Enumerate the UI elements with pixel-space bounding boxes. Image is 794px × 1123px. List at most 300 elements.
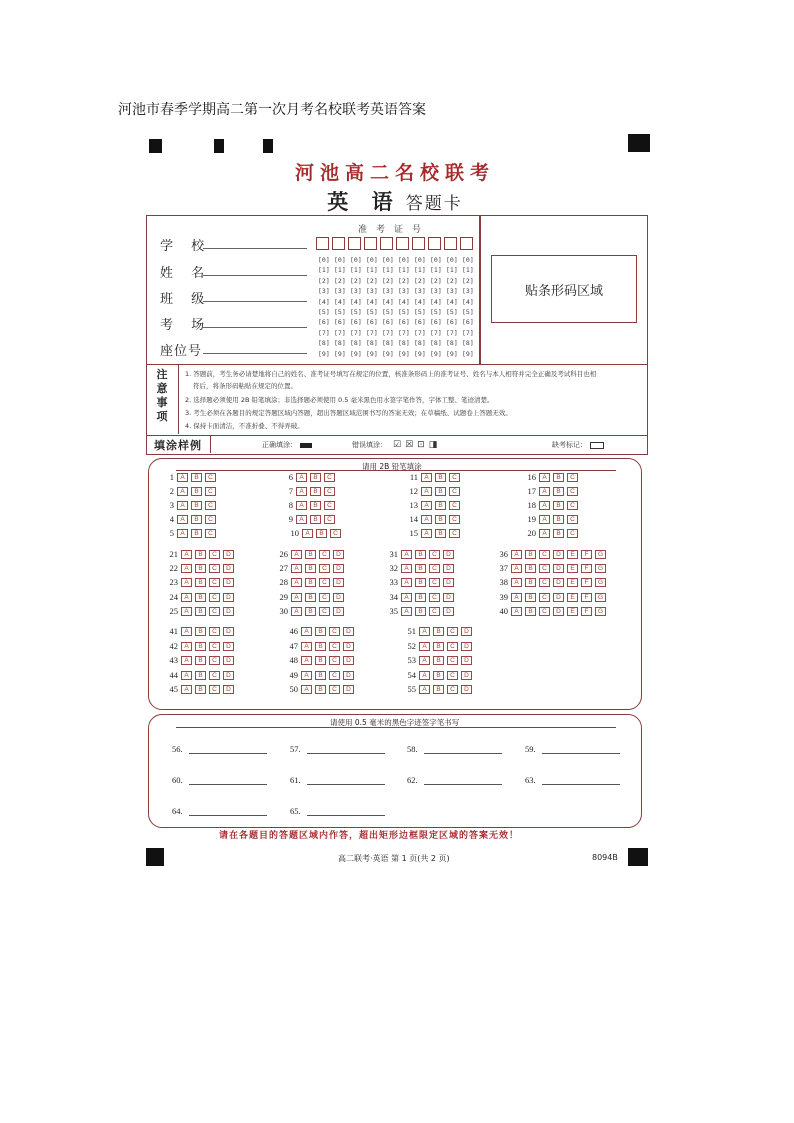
option-bubble-d[interactable]: D bbox=[343, 627, 354, 636]
digit-bubble[interactable]: [2] bbox=[350, 276, 362, 285]
option-bubble-b[interactable]: B bbox=[315, 656, 326, 665]
digit-bubble[interactable]: [7] bbox=[382, 328, 394, 337]
digit-bubble[interactable]: [9] bbox=[446, 349, 458, 358]
option-bubble-b[interactable]: B bbox=[433, 656, 444, 665]
option-bubble-c[interactable]: C bbox=[329, 642, 340, 651]
digit-bubble[interactable]: [3] bbox=[318, 287, 330, 296]
option-bubble-a[interactable]: A bbox=[181, 550, 192, 559]
digit-bubble[interactable]: [0] bbox=[462, 256, 474, 264]
option-bubble-d[interactable]: D bbox=[443, 564, 454, 573]
option-bubble-b[interactable]: B bbox=[195, 671, 206, 680]
digit-bubble[interactable]: [0] bbox=[430, 256, 442, 264]
option-bubble-a[interactable]: A bbox=[296, 515, 307, 524]
written-answer-58[interactable] bbox=[407, 744, 502, 754]
option-bubble-d[interactable]: D bbox=[223, 607, 234, 616]
digit-bubble[interactable]: [6] bbox=[318, 318, 330, 327]
digit-bubble[interactable]: [4] bbox=[462, 297, 474, 306]
option-bubble-b[interactable]: B bbox=[525, 607, 536, 616]
option-bubble-d[interactable]: D bbox=[333, 593, 344, 602]
written-answer-61[interactable] bbox=[290, 775, 385, 785]
option-bubble-a[interactable]: A bbox=[419, 627, 430, 636]
option-bubble-a[interactable]: A bbox=[511, 593, 522, 602]
option-bubble-a[interactable]: A bbox=[291, 550, 302, 559]
digit-bubble[interactable]: [9] bbox=[414, 349, 426, 358]
option-bubble-b[interactable]: B bbox=[553, 529, 564, 538]
digit-bubble[interactable]: [1] bbox=[462, 266, 474, 275]
option-bubble-c[interactable]: C bbox=[539, 564, 550, 573]
option-bubble-d[interactable]: D bbox=[461, 627, 472, 636]
option-bubble-c[interactable]: C bbox=[209, 642, 220, 651]
option-bubble-a[interactable]: A bbox=[181, 685, 192, 694]
digit-bubble[interactable]: [1] bbox=[398, 266, 410, 275]
option-bubble-c[interactable]: C bbox=[449, 487, 460, 496]
option-bubble-b[interactable]: B bbox=[305, 578, 316, 587]
option-bubble-c[interactable]: C bbox=[329, 671, 340, 680]
option-bubble-c[interactable]: C bbox=[447, 642, 458, 651]
digit-bubble[interactable]: [1] bbox=[414, 266, 426, 275]
option-bubble-c[interactable]: C bbox=[429, 578, 440, 587]
digit-bubble[interactable]: [7] bbox=[334, 328, 346, 337]
digit-bubble[interactable]: [2] bbox=[318, 276, 330, 285]
option-bubble-a[interactable]: A bbox=[291, 593, 302, 602]
option-bubble-c[interactable]: C bbox=[429, 550, 440, 559]
digit-bubble[interactable]: [6] bbox=[350, 318, 362, 327]
option-bubble-c[interactable]: C bbox=[539, 593, 550, 602]
option-bubble-a[interactable]: A bbox=[539, 529, 550, 538]
option-bubble-b[interactable]: B bbox=[435, 487, 446, 496]
option-bubble-e[interactable]: E bbox=[567, 593, 578, 602]
digit-bubble[interactable]: [9] bbox=[462, 349, 474, 358]
option-bubble-c[interactable]: C bbox=[205, 515, 216, 524]
option-bubble-b[interactable]: B bbox=[310, 487, 321, 496]
option-bubble-f[interactable]: F bbox=[581, 607, 592, 616]
option-bubble-a[interactable]: A bbox=[177, 515, 188, 524]
digit-bubble[interactable]: [5] bbox=[350, 308, 362, 316]
digit-bubble[interactable]: [3] bbox=[398, 287, 410, 296]
option-bubble-d[interactable]: D bbox=[443, 578, 454, 587]
option-bubble-b[interactable]: B bbox=[310, 515, 321, 524]
option-bubble-c[interactable]: C bbox=[429, 564, 440, 573]
option-bubble-c[interactable]: C bbox=[209, 685, 220, 694]
written-answer-64[interactable] bbox=[172, 806, 267, 816]
option-bubble-a[interactable]: A bbox=[181, 671, 192, 680]
option-bubble-c[interactable]: C bbox=[329, 656, 340, 665]
option-bubble-b[interactable]: B bbox=[553, 473, 564, 482]
option-bubble-b[interactable]: B bbox=[435, 473, 446, 482]
digit-bubble[interactable]: [8] bbox=[430, 339, 442, 348]
option-bubble-b[interactable]: B bbox=[415, 550, 426, 559]
option-bubble-c[interactable]: C bbox=[447, 656, 458, 665]
option-bubble-e[interactable]: E bbox=[567, 564, 578, 573]
option-bubble-b[interactable]: B bbox=[191, 487, 202, 496]
option-bubble-c[interactable]: C bbox=[567, 515, 578, 524]
option-bubble-c[interactable]: C bbox=[447, 627, 458, 636]
option-bubble-f[interactable]: F bbox=[581, 550, 592, 559]
digit-bubble[interactable]: [0] bbox=[318, 256, 330, 264]
option-bubble-d[interactable]: D bbox=[333, 550, 344, 559]
option-bubble-f[interactable]: F bbox=[581, 593, 592, 602]
option-bubble-d[interactable]: D bbox=[343, 642, 354, 651]
option-bubble-c[interactable]: C bbox=[209, 578, 220, 587]
option-bubble-a[interactable]: A bbox=[177, 487, 188, 496]
option-bubble-a[interactable]: A bbox=[511, 550, 522, 559]
digit-bubble[interactable]: [0] bbox=[398, 256, 410, 264]
option-bubble-c[interactable]: C bbox=[567, 473, 578, 482]
digit-bubble[interactable]: [8] bbox=[366, 339, 378, 348]
written-answer-62[interactable] bbox=[407, 775, 502, 785]
digit-bubble[interactable]: [9] bbox=[318, 349, 330, 358]
digit-bubble[interactable]: [2] bbox=[462, 276, 474, 285]
option-bubble-b[interactable]: B bbox=[525, 564, 536, 573]
digit-bubble[interactable]: [8] bbox=[318, 339, 330, 348]
option-bubble-b[interactable]: B bbox=[191, 501, 202, 510]
option-bubble-b[interactable]: B bbox=[525, 593, 536, 602]
option-bubble-c[interactable]: C bbox=[539, 578, 550, 587]
option-bubble-c[interactable]: C bbox=[209, 671, 220, 680]
digit-bubble[interactable]: [3] bbox=[382, 287, 394, 296]
digit-bubble[interactable]: [3] bbox=[430, 287, 442, 296]
digit-bubble[interactable]: [7] bbox=[446, 328, 458, 337]
option-bubble-d[interactable]: D bbox=[333, 607, 344, 616]
option-bubble-a[interactable]: A bbox=[421, 487, 432, 496]
option-bubble-a[interactable]: A bbox=[401, 578, 412, 587]
option-bubble-d[interactable]: D bbox=[443, 607, 454, 616]
digit-bubble[interactable]: [9] bbox=[366, 349, 378, 358]
digit-bubble[interactable]: [3] bbox=[414, 287, 426, 296]
digit-bubble[interactable]: [3] bbox=[334, 287, 346, 296]
written-answer-63[interactable] bbox=[525, 775, 620, 785]
digit-bubble[interactable]: [7] bbox=[366, 328, 378, 337]
option-bubble-e[interactable]: E bbox=[567, 578, 578, 587]
option-bubble-a[interactable]: A bbox=[539, 473, 550, 482]
option-bubble-d[interactable]: D bbox=[223, 671, 234, 680]
option-bubble-b[interactable]: B bbox=[435, 515, 446, 524]
digit-bubble[interactable]: [5] bbox=[382, 308, 394, 316]
option-bubble-b[interactable]: B bbox=[310, 501, 321, 510]
digit-bubble[interactable]: [7] bbox=[350, 328, 362, 337]
option-bubble-a[interactable]: A bbox=[181, 593, 192, 602]
option-bubble-a[interactable]: A bbox=[401, 607, 412, 616]
digit-bubble[interactable]: [9] bbox=[398, 349, 410, 358]
digit-bubble[interactable]: [7] bbox=[414, 328, 426, 337]
option-bubble-c[interactable]: C bbox=[447, 671, 458, 680]
option-bubble-a[interactable]: A bbox=[181, 627, 192, 636]
written-answer-56[interactable] bbox=[172, 744, 267, 754]
option-bubble-g[interactable]: G bbox=[595, 578, 606, 587]
digit-bubble[interactable]: [8] bbox=[382, 339, 394, 348]
option-bubble-d[interactable]: D bbox=[553, 564, 564, 573]
option-bubble-d[interactable]: D bbox=[223, 685, 234, 694]
option-bubble-c[interactable]: C bbox=[209, 656, 220, 665]
digit-bubble[interactable]: [5] bbox=[446, 308, 458, 316]
option-bubble-c[interactable]: C bbox=[319, 550, 330, 559]
option-bubble-d[interactable]: D bbox=[553, 578, 564, 587]
option-bubble-d[interactable]: D bbox=[553, 607, 564, 616]
digit-bubble[interactable]: [5] bbox=[462, 308, 474, 316]
option-bubble-c[interactable]: C bbox=[205, 501, 216, 510]
option-bubble-a[interactable]: A bbox=[401, 550, 412, 559]
option-bubble-g[interactable]: G bbox=[595, 593, 606, 602]
option-bubble-c[interactable]: C bbox=[319, 593, 330, 602]
option-bubble-b[interactable]: B bbox=[435, 529, 446, 538]
digit-bubble[interactable]: [1] bbox=[350, 266, 362, 275]
digit-bubble[interactable]: [9] bbox=[382, 349, 394, 358]
digit-bubble[interactable]: [0] bbox=[446, 256, 458, 264]
option-bubble-c[interactable]: C bbox=[449, 473, 460, 482]
option-bubble-a[interactable]: A bbox=[421, 515, 432, 524]
digit-bubble[interactable]: [5] bbox=[414, 308, 426, 316]
digit-bubble[interactable]: [2] bbox=[430, 276, 442, 285]
option-bubble-b[interactable]: B bbox=[525, 578, 536, 587]
option-bubble-b[interactable]: B bbox=[195, 593, 206, 602]
option-bubble-b[interactable]: B bbox=[316, 529, 327, 538]
option-bubble-a[interactable]: A bbox=[296, 473, 307, 482]
option-bubble-d[interactable]: D bbox=[223, 578, 234, 587]
option-bubble-c[interactable]: C bbox=[324, 487, 335, 496]
option-bubble-g[interactable]: G bbox=[595, 550, 606, 559]
option-bubble-b[interactable]: B bbox=[191, 515, 202, 524]
option-bubble-g[interactable]: G bbox=[595, 564, 606, 573]
option-bubble-c[interactable]: C bbox=[567, 487, 578, 496]
digit-bubble[interactable]: [2] bbox=[446, 276, 458, 285]
option-bubble-d[interactable]: D bbox=[553, 593, 564, 602]
digit-bubble[interactable]: [6] bbox=[382, 318, 394, 327]
option-bubble-a[interactable]: A bbox=[419, 642, 430, 651]
digit-bubble[interactable]: [4] bbox=[398, 297, 410, 306]
option-bubble-a[interactable]: A bbox=[511, 564, 522, 573]
digit-bubble[interactable]: [4] bbox=[382, 297, 394, 306]
option-bubble-f[interactable]: F bbox=[581, 564, 592, 573]
option-bubble-b[interactable]: B bbox=[195, 578, 206, 587]
option-bubble-f[interactable]: F bbox=[581, 578, 592, 587]
option-bubble-a[interactable]: A bbox=[421, 473, 432, 482]
option-bubble-d[interactable]: D bbox=[333, 578, 344, 587]
digit-bubble[interactable]: [0] bbox=[334, 256, 346, 264]
digit-bubble[interactable]: [2] bbox=[414, 276, 426, 285]
option-bubble-a[interactable]: A bbox=[301, 642, 312, 651]
option-bubble-d[interactable]: D bbox=[223, 550, 234, 559]
option-bubble-a[interactable]: A bbox=[539, 515, 550, 524]
option-bubble-c[interactable]: C bbox=[205, 487, 216, 496]
option-bubble-d[interactable]: D bbox=[223, 564, 234, 573]
option-bubble-c[interactable]: C bbox=[319, 564, 330, 573]
option-bubble-c[interactable]: C bbox=[447, 685, 458, 694]
digit-bubble[interactable]: [2] bbox=[334, 276, 346, 285]
option-bubble-a[interactable]: A bbox=[421, 529, 432, 538]
option-bubble-b[interactable]: B bbox=[315, 671, 326, 680]
option-bubble-a[interactable]: A bbox=[419, 685, 430, 694]
option-bubble-a[interactable]: A bbox=[301, 671, 312, 680]
option-bubble-a[interactable]: A bbox=[419, 671, 430, 680]
option-bubble-d[interactable]: D bbox=[461, 685, 472, 694]
digit-bubble[interactable]: [0] bbox=[382, 256, 394, 264]
option-bubble-a[interactable]: A bbox=[181, 564, 192, 573]
option-bubble-a[interactable]: A bbox=[181, 607, 192, 616]
digit-bubble[interactable]: [3] bbox=[462, 287, 474, 296]
digit-bubble[interactable]: [8] bbox=[462, 339, 474, 348]
option-bubble-c[interactable]: C bbox=[429, 593, 440, 602]
option-bubble-c[interactable]: C bbox=[330, 529, 341, 538]
option-bubble-a[interactable]: A bbox=[301, 685, 312, 694]
option-bubble-a[interactable]: A bbox=[177, 473, 188, 482]
option-bubble-d[interactable]: D bbox=[223, 627, 234, 636]
digit-bubble[interactable]: [0] bbox=[366, 256, 378, 264]
written-answer-60[interactable] bbox=[172, 775, 267, 785]
option-bubble-a[interactable]: A bbox=[181, 642, 192, 651]
option-bubble-b[interactable]: B bbox=[191, 529, 202, 538]
option-bubble-c[interactable]: C bbox=[567, 501, 578, 510]
option-bubble-b[interactable]: B bbox=[195, 685, 206, 694]
option-bubble-b[interactable]: B bbox=[435, 501, 446, 510]
digit-bubble[interactable]: [9] bbox=[334, 349, 346, 358]
option-bubble-b[interactable]: B bbox=[195, 564, 206, 573]
digit-bubble[interactable]: [3] bbox=[350, 287, 362, 296]
option-bubble-b[interactable]: B bbox=[415, 564, 426, 573]
digit-bubble[interactable]: [1] bbox=[430, 266, 442, 275]
option-bubble-a[interactable]: A bbox=[401, 564, 412, 573]
option-bubble-c[interactable]: C bbox=[449, 529, 460, 538]
option-bubble-b[interactable]: B bbox=[433, 642, 444, 651]
option-bubble-c[interactable]: C bbox=[539, 607, 550, 616]
option-bubble-a[interactable]: A bbox=[511, 607, 522, 616]
option-bubble-a[interactable]: A bbox=[421, 501, 432, 510]
option-bubble-c[interactable]: C bbox=[449, 515, 460, 524]
digit-bubble[interactable]: [2] bbox=[398, 276, 410, 285]
digit-bubble[interactable]: [6] bbox=[398, 318, 410, 327]
option-bubble-c[interactable]: C bbox=[429, 607, 440, 616]
digit-bubble[interactable]: [1] bbox=[318, 266, 330, 275]
option-bubble-c[interactable]: C bbox=[209, 607, 220, 616]
option-bubble-d[interactable]: D bbox=[343, 671, 354, 680]
option-bubble-b[interactable]: B bbox=[305, 593, 316, 602]
digit-bubble[interactable]: [3] bbox=[446, 287, 458, 296]
digit-bubble[interactable]: [5] bbox=[366, 308, 378, 316]
option-bubble-c[interactable]: C bbox=[209, 550, 220, 559]
digit-bubble[interactable]: [9] bbox=[350, 349, 362, 358]
option-bubble-c[interactable]: C bbox=[205, 473, 216, 482]
option-bubble-c[interactable]: C bbox=[319, 578, 330, 587]
digit-bubble[interactable]: [4] bbox=[350, 297, 362, 306]
option-bubble-c[interactable]: C bbox=[324, 473, 335, 482]
option-bubble-g[interactable]: G bbox=[595, 607, 606, 616]
option-bubble-c[interactable]: C bbox=[324, 501, 335, 510]
option-bubble-a[interactable]: A bbox=[291, 564, 302, 573]
option-bubble-a[interactable]: A bbox=[301, 656, 312, 665]
digit-bubble[interactable]: [7] bbox=[398, 328, 410, 337]
option-bubble-a[interactable]: A bbox=[291, 607, 302, 616]
digit-bubble[interactable]: [8] bbox=[446, 339, 458, 348]
option-bubble-d[interactable]: D bbox=[443, 550, 454, 559]
option-bubble-b[interactable]: B bbox=[195, 642, 206, 651]
digit-bubble[interactable]: [2] bbox=[366, 276, 378, 285]
option-bubble-c[interactable]: C bbox=[205, 529, 216, 538]
digit-bubble[interactable]: [5] bbox=[334, 308, 346, 316]
option-bubble-a[interactable]: A bbox=[296, 487, 307, 496]
option-bubble-c[interactable]: C bbox=[449, 501, 460, 510]
option-bubble-c[interactable]: C bbox=[329, 627, 340, 636]
option-bubble-b[interactable]: B bbox=[305, 607, 316, 616]
option-bubble-d[interactable]: D bbox=[461, 656, 472, 665]
digit-bubble[interactable]: [4] bbox=[446, 297, 458, 306]
option-bubble-a[interactable]: A bbox=[296, 501, 307, 510]
option-bubble-b[interactable]: B bbox=[191, 473, 202, 482]
digit-bubble[interactable]: [6] bbox=[446, 318, 458, 327]
digit-bubble[interactable]: [1] bbox=[446, 266, 458, 275]
digit-bubble[interactable]: [5] bbox=[398, 308, 410, 316]
option-bubble-c[interactable]: C bbox=[209, 627, 220, 636]
option-bubble-e[interactable]: E bbox=[567, 550, 578, 559]
option-bubble-a[interactable]: A bbox=[401, 593, 412, 602]
option-bubble-c[interactable]: C bbox=[209, 593, 220, 602]
digit-bubble[interactable]: [3] bbox=[366, 287, 378, 296]
option-bubble-a[interactable]: A bbox=[291, 578, 302, 587]
option-bubble-c[interactable]: C bbox=[567, 529, 578, 538]
written-answer-65[interactable] bbox=[290, 806, 385, 816]
option-bubble-b[interactable]: B bbox=[305, 550, 316, 559]
option-bubble-d[interactable]: D bbox=[223, 656, 234, 665]
digit-bubble[interactable]: [4] bbox=[318, 297, 330, 306]
digit-bubble[interactable]: [7] bbox=[462, 328, 474, 337]
digit-bubble[interactable]: [5] bbox=[318, 308, 330, 316]
option-bubble-a[interactable]: A bbox=[539, 487, 550, 496]
digit-bubble[interactable]: [8] bbox=[350, 339, 362, 348]
option-bubble-b[interactable]: B bbox=[525, 550, 536, 559]
digit-bubble[interactable]: [7] bbox=[318, 328, 330, 337]
digit-bubble[interactable]: [0] bbox=[350, 256, 362, 264]
option-bubble-c[interactable]: C bbox=[539, 550, 550, 559]
option-bubble-c[interactable]: C bbox=[209, 564, 220, 573]
option-bubble-b[interactable]: B bbox=[315, 685, 326, 694]
option-bubble-a[interactable]: A bbox=[181, 578, 192, 587]
digit-bubble[interactable]: [6] bbox=[430, 318, 442, 327]
written-answer-59[interactable] bbox=[525, 744, 620, 754]
digit-bubble[interactable]: [2] bbox=[382, 276, 394, 285]
option-bubble-b[interactable]: B bbox=[315, 642, 326, 651]
digit-bubble[interactable]: [5] bbox=[430, 308, 442, 316]
option-bubble-a[interactable]: A bbox=[539, 501, 550, 510]
digit-bubble[interactable]: [6] bbox=[462, 318, 474, 327]
option-bubble-b[interactable]: B bbox=[433, 627, 444, 636]
option-bubble-c[interactable]: C bbox=[329, 685, 340, 694]
digit-bubble[interactable]: [4] bbox=[366, 297, 378, 306]
written-answer-57[interactable] bbox=[290, 744, 385, 754]
digit-bubble[interactable]: [7] bbox=[430, 328, 442, 337]
option-bubble-d[interactable]: D bbox=[343, 656, 354, 665]
digit-bubble[interactable]: [6] bbox=[366, 318, 378, 327]
digit-bubble[interactable]: [8] bbox=[398, 339, 410, 348]
option-bubble-d[interactable]: D bbox=[223, 593, 234, 602]
option-bubble-a[interactable]: A bbox=[301, 627, 312, 636]
option-bubble-b[interactable]: B bbox=[415, 593, 426, 602]
option-bubble-b[interactable]: B bbox=[315, 627, 326, 636]
option-bubble-a[interactable]: A bbox=[419, 656, 430, 665]
option-bubble-b[interactable]: B bbox=[310, 473, 321, 482]
digit-bubble[interactable]: [4] bbox=[334, 297, 346, 306]
option-bubble-d[interactable]: D bbox=[343, 685, 354, 694]
option-bubble-b[interactable]: B bbox=[195, 550, 206, 559]
option-bubble-b[interactable]: B bbox=[415, 607, 426, 616]
option-bubble-d[interactable]: D bbox=[461, 671, 472, 680]
digit-bubble[interactable]: [6] bbox=[414, 318, 426, 327]
digit-bubble[interactable]: [8] bbox=[334, 339, 346, 348]
option-bubble-c[interactable]: C bbox=[319, 607, 330, 616]
option-bubble-d[interactable]: D bbox=[223, 642, 234, 651]
option-bubble-e[interactable]: E bbox=[567, 607, 578, 616]
digit-bubble[interactable]: [1] bbox=[334, 266, 346, 275]
option-bubble-d[interactable]: D bbox=[333, 564, 344, 573]
digit-bubble[interactable]: [1] bbox=[366, 266, 378, 275]
option-bubble-a[interactable]: A bbox=[511, 578, 522, 587]
